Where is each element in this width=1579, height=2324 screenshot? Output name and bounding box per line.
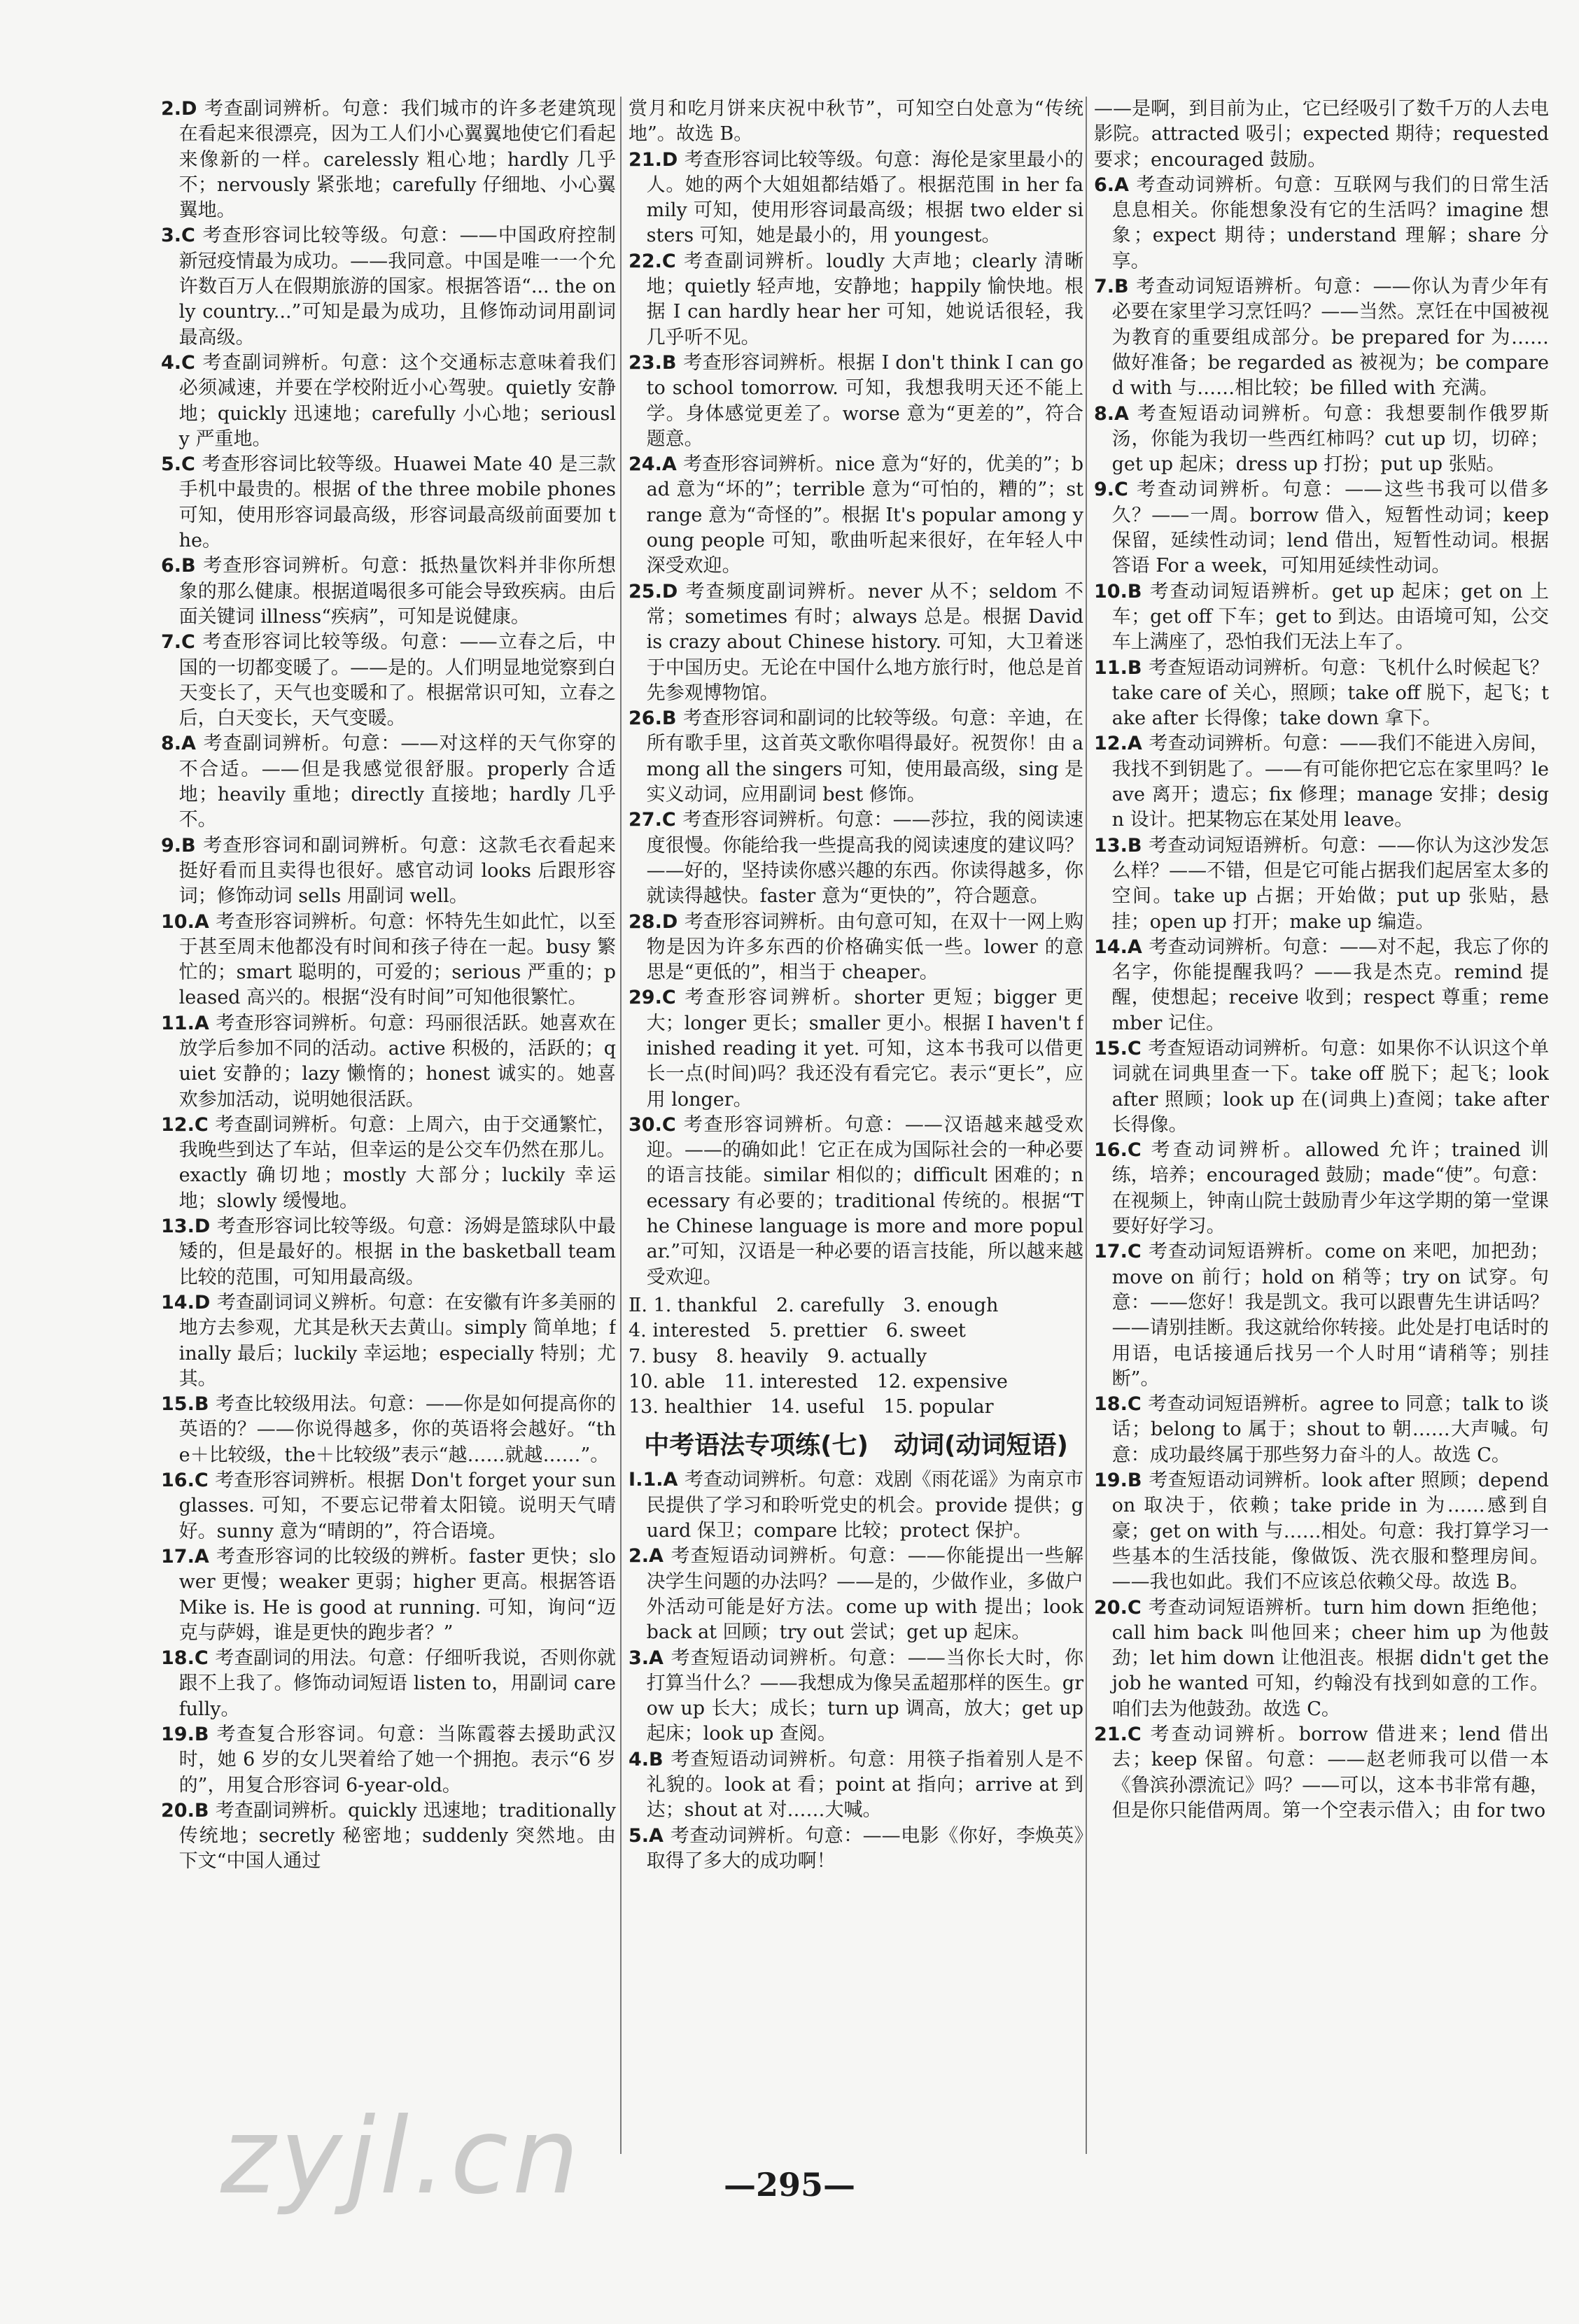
explanation-text: 考查副词辨析。loudly 大声地；clearly 清晰地；quietly 轻声地，安静地；happily 愉快地。根据 I can hardly hear her 可知，她说话很轻，我几乎听不见。 — [646, 250, 1083, 348]
answer-letter: A — [1114, 174, 1129, 196]
watermark-logo: zyjl.cn — [220, 2096, 584, 2218]
explanation-text: 考查副词词义辨析。句意：在安徽有许多美丽的地方去参观，尤其是秋天去黄山。simply 简单地；finally 最后；luckily 幸运地；especially 特别；尤其。 — [178, 1291, 616, 1390]
answer-letter: C — [1114, 479, 1128, 501]
question-number: 27. — [629, 809, 662, 831]
answer-letter: B — [181, 555, 196, 577]
question-number: 11. — [1094, 656, 1128, 679]
column-divider — [1086, 97, 1087, 2154]
explanation-text: 考查动词辨析。句意：——这些书我可以借多久？——一周。borrow 借入，短暂性动词；keep 保留，延续性动词；lend 借出，短暂性动词。根据答语 For a week，可知用延续性动词。 — [1111, 479, 1549, 577]
question-number: 19. — [161, 1724, 195, 1745]
answer-letter: B — [661, 351, 677, 374]
explanation-text: 考查动词辨析。borrow 借进来；lend 借出去；keep 保留。句意：——赵老师我可以借一本《鲁滨孙漂流记》吗？——可以，这本书非常有趣，但是你只能借两周。第一个空表示借入；由 for two — [1111, 1724, 1549, 1822]
answer-entry — [161, 223, 616, 350]
explanation-text: 考查形容词辨析。由句意可知，在双十一网上购物是因为许多东西的价格确实低一些。lower 的意思是“更低的”，相当于 cheaper。 — [646, 910, 1083, 984]
question-number: 30. — [629, 1113, 662, 1136]
question-number: 12. — [161, 1113, 195, 1136]
answer-entry — [1094, 1036, 1549, 1138]
fill-answer-row: 7. busy 8. heavily 9. actually — [629, 1345, 927, 1367]
section-title: 中考语法专项练(七) 动词(动词短语) — [644, 1431, 1068, 1460]
answer-entry — [629, 97, 1083, 148]
answer-entry — [629, 1113, 1083, 1290]
answer-letter: C — [194, 1113, 209, 1136]
question-number: 17. — [1094, 1241, 1128, 1263]
explanation-text: 考查形容词的比较级的辨析。faster 更快；slower 更慢；weaker 更弱；higher 更高。根据答语 Mike is. He is good at running. 可知，询问“迈克与萨姆，谁是更快的跑步者？” — [178, 1545, 616, 1644]
explanation-text: 考查形容词辨析。句意：——汉语越来越受欢迎。——的确如此！它正在成为国际社会的一种必要的语言技能。similar 相似的；difficult 困难的；necessary 有必要的；traditional 传统的。根据“The Chinese language is more and more popular.”可知，汉语是一种必要的语言技能，所以越来越受欢迎。 — [646, 1113, 1083, 1288]
question-number: 2. — [161, 98, 182, 120]
question-number: 7. — [161, 631, 182, 654]
answer-letter: C — [661, 1113, 676, 1136]
question-number: 9. — [1094, 479, 1115, 501]
answer-letter: B — [1127, 1470, 1142, 1492]
explanation-text: 考查短语动词辨析。句意：用筷子指着别人是不礼貌的。look at 看；point at 指向；arrive at 到达；shout at 对……大喊。 — [646, 1748, 1083, 1822]
fill-in-answers — [629, 1293, 1083, 1420]
answer-letter: A — [194, 910, 209, 933]
explanation-text: 考查短语动词辨析。句意：——当你长大时，你打算当什么？——我想成为像吴孟超那样的医生。grow up 长大；成长；turn up 调高，放大；get up 起床；look up 查阅。 — [646, 1647, 1083, 1745]
answer-entry — [161, 1011, 616, 1113]
question-number: 3. — [629, 1647, 650, 1669]
explanation-text: 考查形容词和副词辨析。句意：这款毛衣看起来挺好看而且卖得也很好。感官动词 looks 后跟形容词；修饰动词 sells 用副词 well。 — [178, 834, 616, 908]
explanation-text: 考查短语动词辨析。look after 照顾；depend on 取决于，依赖；take pride in 为……感到自豪；get on with 与……相处。句意：我打算学习一些基本的生活技能，像做饭、洗衣服和整理房间。——我也如此。我们不应该总依赖父母。故选 B。 — [1111, 1470, 1549, 1593]
answer-letter: B — [661, 707, 677, 730]
question-number: 24. — [629, 453, 662, 476]
question-number: 28. — [629, 910, 662, 933]
question-number: 5. — [161, 453, 182, 476]
question-number: 29. — [629, 987, 662, 1009]
explanation-text: 考查形容词比较等级。句意：——中国政府控制新冠疫情最为成功。——我同意。中国是唯一一个允许数百万人在假期旅游的国家。根据答语“... the only country...”可知是最为成功，且修饰动词用副词最高级。 — [178, 225, 616, 348]
question-number: 18. — [161, 1647, 195, 1670]
answer-letter: A — [194, 1545, 209, 1568]
question-number: 22. — [629, 250, 662, 272]
answer-letter: D — [194, 1291, 211, 1314]
answer-entry — [1094, 935, 1549, 1036]
answer-letter: A — [194, 1012, 209, 1034]
answer-entry — [629, 1646, 1083, 1747]
question-number: 12. — [1094, 733, 1128, 755]
explanation-text: 考查动词辨析。句意：戏剧《雨花谣》为南京市民提供了学习和聆听党史的机会。provide 提供；guard 保卫；compare 比较；protect 保护。 — [646, 1469, 1083, 1542]
answer-entry — [161, 731, 616, 833]
question-number: 20. — [161, 1799, 195, 1822]
answer-letter: C — [661, 809, 676, 831]
question-number: 18. — [1094, 1393, 1128, 1416]
explanation-text: ——是啊，到目前为止，它已经吸引了数千万的人去电影院。attracted 吸引；expected 期待；requested 要求；encouraged 鼓励。 — [1094, 98, 1549, 171]
question-number: 19. — [1094, 1470, 1128, 1492]
explanation-text: 考查动词辨析。句意：——我们不能进入房间，我找不到钥匙了。——有可能你把它忘在家里吗？leave 离开；遗忘；fix 修理；manage 安排；design 设计。把某物忘在某处用 leave。 — [1111, 733, 1549, 831]
question-number: 8. — [1094, 402, 1115, 425]
answer-entry — [1094, 731, 1549, 833]
question-number: 10. — [161, 910, 195, 933]
answer-entry — [1094, 1722, 1549, 1824]
explanation-text: 考查形容词辨析。句意：——莎拉，我的阅读速度很慢。你能给我一些提高我的阅读速度的建议吗？——好的，坚持读你感兴趣的东西。你读得越多，你就读得越快。faster 意为“更快的”，符合题意。 — [646, 809, 1083, 908]
question-number: 8. — [161, 733, 182, 755]
explanation-text: 考查副词辨析。句意：——对这样的天气你穿的不合适。——但是我感觉很舒服。properly 合适地；heavily 重地；directly 直接地；hardly 几乎不。 — [178, 733, 616, 831]
question-number: 10. — [1094, 580, 1128, 603]
question-number: 16. — [161, 1470, 195, 1492]
answer-entry — [1094, 97, 1549, 173]
column-right — [1094, 97, 1549, 2150]
answer-entry — [161, 1392, 616, 1468]
answer-letter: A — [181, 733, 196, 755]
explanation-text: 考查副词的用法。句意：仔细听我说，否则你就跟不上我了。修饰动词短语 listen to，用副词 carefully。 — [178, 1647, 616, 1720]
verb-phrase-answers — [629, 1467, 1083, 1874]
answer-entry — [629, 706, 1083, 808]
answer-entry — [1094, 1468, 1549, 1595]
explanation-text: 考查动词短语辨析。agree to 同意；talk to 谈话；belong to 属于；shout to 朝……大声喊。句意：成功最终属于那些努力奋斗的人。故选 C。 — [1111, 1393, 1549, 1466]
answer-entry — [1094, 402, 1549, 478]
explanation-text: 考查形容词辨析。句意：玛丽很活跃。她喜欢在放学后参加不同的活动。active 积极的，活跃的；quiet 安静的；lazy 懒惰的；honest 诚实的。她喜欢参加活动，说明她很活跃。 — [178, 1012, 616, 1111]
explanation-text: 考查动词辨析。句意：——对不起，我忘了你的名字，你能提醒我吗？——我是杰克。remind 提醒，使想起；receive 收到；respect 尊重；remember 记住。 — [1111, 936, 1549, 1034]
explanation-text: 考查形容词辨析。句意：怀特先生如此忙，以至于甚至周末他都没有时间和孩子待在一起。busy 繁忙的；smart 聪明的，可爱的；serious 严重的；pleased 高兴的。根据“没有时间”可知他很繁忙。 — [178, 910, 616, 1009]
answer-letter: B — [1127, 834, 1142, 857]
answer-entry — [161, 1468, 616, 1544]
explanation-text: 考查比较级用法。句意：——你是如何提高你的英语的？——你说得越多，你的英语将会越好。“the＋比较级，the＋比较级”表示“越……就越……”。 — [178, 1393, 616, 1466]
answer-entry — [1094, 477, 1549, 579]
explanation-text: 考查动词辨析。句意：互联网与我们的日常生活息息相关。你能想象没有它的生活吗？imagine 想象；expect 期待；understand 理解；share 分享。 — [1111, 174, 1549, 272]
answer-letter: C — [1127, 1596, 1142, 1619]
question-number: 16. — [1094, 1139, 1128, 1162]
answer-entry — [1094, 1596, 1549, 1722]
answer-entry — [1094, 274, 1549, 401]
explanation-text: 考查动词辨析。allowed 允许；trained 训练，培养；encouraged 鼓励；made“使”。句意：在视频上，钟南山院士鼓励青少年这学期的第一堂课要好好学习。 — [1111, 1139, 1549, 1238]
explanation-text: 考查副词辨析。quickly 迅速地；traditionally 传统地；secretly 秘密地；suddenly 突然地。由下文“中国人通过 — [178, 1799, 616, 1873]
answer-entry — [629, 452, 1083, 579]
answer-letter: A — [1127, 733, 1142, 755]
column-left — [161, 97, 616, 2150]
explanation-text: 考查频度副词辨析。never 从不；seldom 不常；sometimes 有时；always 总是。根据 David is crazy about Chinese history. 可知，大卫着迷于中国历史。无论在中国什么地方旅行时，他总是首先参观博物馆。 — [646, 580, 1083, 704]
answer-letter: B — [181, 834, 196, 857]
explanation-text: 考查形容词辨析。根据 Don't forget your sunglasses. 可知，不要忘记带着太阳镜。说明天气晴好。sunny 意为“晴朗的”，符合语境。 — [178, 1470, 616, 1542]
question-number: 6. — [1094, 174, 1115, 196]
answer-entry — [161, 452, 616, 554]
question-number: 2. — [629, 1545, 650, 1568]
explanation-text: 考查形容词比较等级。句意：汤姆是篮球队中最矮的，但是最好的。根据 in the basketball team 比较的范围，可知用最高级。 — [178, 1216, 616, 1288]
answer-letter: C — [194, 1647, 209, 1670]
question-number: 3. — [161, 225, 182, 247]
answer-letter: C — [181, 225, 195, 247]
explanation-text: 考查动词辨析。句意：——电影《你好，李焕英》取得了多大的成功啊！ — [646, 1824, 1083, 1872]
explanation-text: 考查形容词辨析。句意：抵热量饮料并非你所想象的那么健康。根据道喝很多可能会导致疾病。由后面关键词 illness“疾病”，可知是说健康。 — [178, 555, 616, 628]
answer-letter: C — [181, 453, 195, 476]
answer-letter: C — [181, 631, 195, 654]
answer-entry — [629, 579, 1083, 706]
explanation-text: 考查形容词比较等级。句意：——立春之后，中国的一切都变暖了。——是的。人们明显地觉察到白天变长了，天气也变暖和了。根据常识可知，立春之后，白天变长，天气变暖。 — [178, 631, 616, 730]
explanation-text: 考查形容词比较等级。Huawei Mate 40 是三款手机中最贵的。根据 of the three mobile phones 可知，使用形容词最高级，形容词最高级前面要加 the。 — [178, 453, 616, 552]
question-number: 13. — [161, 1216, 195, 1238]
page-number: —295— — [723, 2166, 856, 2204]
answer-letter: C — [1127, 1139, 1142, 1162]
fill-answer-row: 10. able 11. interested 12. expensive — [629, 1370, 1008, 1393]
answer-letter: C — [1127, 1037, 1142, 1059]
answer-letter: C — [1127, 1724, 1142, 1745]
question-number: 4. — [629, 1748, 650, 1770]
answer-letter: A — [649, 1824, 664, 1847]
answer-entry — [629, 1544, 1083, 1645]
answer-entry — [1094, 656, 1549, 732]
answer-entry — [629, 1824, 1083, 1875]
column-divider — [620, 97, 622, 2154]
answer-letter: A — [649, 1647, 664, 1669]
fill-answer-row: 13. healthier 14. useful 15. popular — [629, 1396, 994, 1418]
explanation-text: 考查形容词辨析。nice 意为“好的，优美的”；bad 意为“坏的”；terrible 意为“可怕的，糟的”；strange 意为“奇怪的”。根据 It's popular among young people 可知，歌曲听起来很好，在年轻人中深受欢迎。 — [646, 453, 1083, 577]
answer-letter: A — [661, 453, 677, 476]
question-number: 20. — [1094, 1596, 1128, 1619]
explanation-text: 考查副词辨析。句意：我们城市的许多老建筑现在看起来很漂亮，因为工人们小心翼翼地使它们看起来像新的一样。carelessly 粗心地；hardly 几乎不；nervously 紧张地；carefully 仔细地、小心翼翼地。 — [178, 98, 616, 222]
question-number: 21. — [629, 148, 662, 171]
question-number: 4. — [161, 351, 182, 374]
fill-answer-row: Ⅱ. 1. thankful 2. carefully 3. enough — [629, 1294, 999, 1316]
answer-entry — [161, 1544, 616, 1646]
answer-entry — [1094, 833, 1549, 935]
answer-letter: A — [1127, 936, 1142, 958]
answer-letter: B — [194, 1724, 209, 1745]
question-number: 15. — [1094, 1037, 1128, 1059]
question-number: 15. — [161, 1393, 195, 1416]
answer-letter: B — [1114, 276, 1129, 298]
answer-entry — [161, 554, 616, 630]
question-number: 14. — [1094, 936, 1128, 958]
answer-entry — [161, 351, 616, 452]
answer-letter: D — [194, 1216, 211, 1238]
question-number: 17. — [161, 1545, 195, 1568]
answer-letter: B — [194, 1393, 209, 1416]
question-number: 9. — [161, 834, 182, 857]
answer-letter: C — [661, 987, 676, 1009]
explanation-text: 考查短语动词辨析。句意：飞机什么时候起飞？take care of 关心，照顾；take off 脱下，起飞；take after 长得像；take down 拿下。 — [1111, 656, 1549, 730]
explanation-text: 考查动词短语辨析。句意：——你认为青少年有必要在家里学习烹饪吗？——当然。烹饪在中国被视为教育的重要组成部分。be prepared for 为……做好准备；be regarded as 被视为；be compared with 与……相比较；be filled with 充满。 — [1111, 276, 1549, 400]
answer-entry — [1094, 1392, 1549, 1468]
answer-entry — [161, 1646, 616, 1722]
answer-letter: C — [181, 351, 195, 374]
answer-letter: C — [661, 250, 676, 272]
explanation-text: 考查形容词比较等级。句意：海伦是家里最小的人。她的两个大姐姐都结婚了。根据范围 in her family 可知，使用形容词最高级；根据 two elder sisters 可知，她是最小的，用 youngest。 — [646, 148, 1083, 247]
answer-entry — [1094, 173, 1549, 274]
answer-letter: A — [663, 1469, 678, 1491]
answer-entry — [161, 1798, 616, 1875]
answer-entry — [629, 1467, 1083, 1544]
answer-entry — [629, 808, 1083, 909]
answer-entry — [161, 1214, 616, 1290]
answer-entry — [161, 1722, 616, 1798]
fill-answer-row: 4. interested 5. prettier 6. sweet — [629, 1320, 966, 1342]
question-number: 5. — [629, 1824, 650, 1847]
question-number: 25. — [629, 580, 662, 603]
answer-letter: C — [1127, 1241, 1142, 1263]
explanation-text: 考查形容词辨析。根据 I don't think I can go to school tomorrow. 可知，我想我明天还不能上学。身体感觉更差了。worse 意为“更差的”，符合题意。 — [646, 351, 1083, 450]
explanation-text: 考查动词短语辨析。turn him down 拒绝他；call him back 叫他回来；cheer him up 为他鼓劲；let him down 让他沮丧。根据 didn't get the job he wanted 可知，约翰没有找到如意的工作。咱们去为他鼓劲。故选 C。 — [1111, 1596, 1549, 1720]
explanation-text: 考查动词短语辨析。come on 来吧，加把劲；move on 前行；hold on 稍等；try on 试穿。句意：——您好！我是凯文。我可以跟曹先生讲话吗？——请别挂断。我这就给你转接。此处是打电话时的用语，电话接通后找另一个人时用“请稍等；别挂断”。 — [1111, 1241, 1549, 1390]
answer-entry — [629, 985, 1083, 1112]
explanation-text: 考查短语动词辨析。句意：——你能提出一些解决学生问题的办法吗？——是的，少做作业，多做户外活动可能是好方法。come up with 提出；look back at 回顾；try out 尝试；get up 起床。 — [646, 1545, 1083, 1644]
question-number: 14. — [161, 1291, 195, 1314]
answer-letter: B — [1127, 580, 1142, 603]
question-number: 26. — [629, 707, 662, 730]
answer-letter: A — [1114, 402, 1129, 425]
question-number: 13. — [1094, 834, 1128, 857]
explanation-text: 赏月和吃月饼来庆祝中秋节”，可知空白处意为“传统地”。故选 B。 — [629, 98, 1083, 146]
explanation-text: 考查短语动词辨析。句意：我想要制作俄罗斯汤，你能为我切一些西红柿吗？cut up 切，切碎；get up 起床；dress up 打扮；put up 张贴。 — [1111, 402, 1549, 476]
column-middle — [629, 97, 1083, 2150]
adjective-adverb-answers — [629, 97, 1083, 1290]
answer-letter: C — [194, 1470, 209, 1492]
answer-letter: B — [194, 1799, 209, 1822]
answer-entry — [161, 1113, 616, 1214]
explanation-text: 考查动词短语辨析。get up 起床；get on 上车；get off 下车；get to 到达。由语境可知，公交车上满座了，恐怕我们无法上车了。 — [1111, 580, 1549, 654]
question-number: 11. — [161, 1012, 195, 1034]
answer-letter: D — [181, 98, 197, 120]
answer-entry — [1094, 1239, 1549, 1392]
answer-letter: B — [1127, 656, 1142, 679]
question-number: Ⅰ.1. — [629, 1469, 664, 1491]
answer-letter: A — [649, 1545, 664, 1568]
answer-entry — [629, 910, 1083, 986]
answer-entry — [161, 97, 616, 223]
answer-letter: D — [661, 910, 678, 933]
explanation-text: 考查形容词辨析。shorter 更短；bigger 更大；longer 更长；smaller 更小。根据 I haven't finished reading it yet. 可知，这本书我可以借更长一点(时间)吗？我还没有看完它。表示“更长”，应用 longer。 — [646, 987, 1083, 1111]
question-number: 21. — [1094, 1724, 1128, 1745]
answer-entry — [161, 1290, 616, 1392]
answer-letter: D — [661, 580, 678, 603]
answer-entry — [1094, 579, 1549, 656]
answer-entry — [629, 249, 1083, 351]
answer-entry — [161, 833, 616, 910]
explanation-text: 考查复合形容词。句意：当陈霞蓉去援助武汉时，她 6 岁的女儿哭着给了她一个拥抱。表示“6 岁的”，用复合形容词 6-year-old。 — [178, 1724, 616, 1796]
answer-letter: B — [649, 1748, 664, 1770]
answer-entry — [1094, 1138, 1549, 1239]
answer-entry — [629, 148, 1083, 249]
question-number: 7. — [1094, 276, 1115, 298]
answer-letter: D — [661, 148, 678, 171]
answer-letter: C — [1127, 1393, 1142, 1416]
explanation-text: 考查副词辨析。句意：这个交通标志意味着我们必须减速，并要在学校附近小心驾驶。quietly 安静地；quickly 迅速地；carefully 小心地；seriously 严重地。 — [178, 351, 616, 450]
question-number: 23. — [629, 351, 662, 374]
answer-entry — [161, 910, 616, 1011]
answer-entry — [629, 351, 1083, 452]
question-number: 6. — [161, 555, 182, 577]
explanation-text: 考查动词短语辨析。句意：——你认为这沙发怎么样？——不错，但是它可能占据我们起居室太多的空间。take up 占据；开始做；put up 张贴，悬挂；open up 打开；make up 编造。 — [1111, 834, 1549, 933]
explanation-text: 考查短语动词辨析。句意：如果你不认识这个单词就在词典里查一下。take off 脱下；起飞；look after 照顾；look up 在(词典上)查阅；take after 长得像。 — [1111, 1037, 1549, 1136]
explanation-text: 考查形容词和副词的比较等级。句意：辛迪，在所有歌手里，这首英文歌你唱得最好。祝贺你！由 among all the singers 可知，使用最高级，sing 是实义动词，应用副词 best 修饰。 — [646, 707, 1083, 806]
explanation-text: 考查副词辨析。句意：上周六，由于交通繁忙，我晚些到达了车站，但幸运的是公交车仍然在那儿。exactly 确切地；mostly 大部分；luckily 幸运地；slowly 缓慢地。 — [178, 1113, 616, 1212]
answer-entry — [629, 1747, 1083, 1824]
answer-entry — [161, 630, 616, 731]
